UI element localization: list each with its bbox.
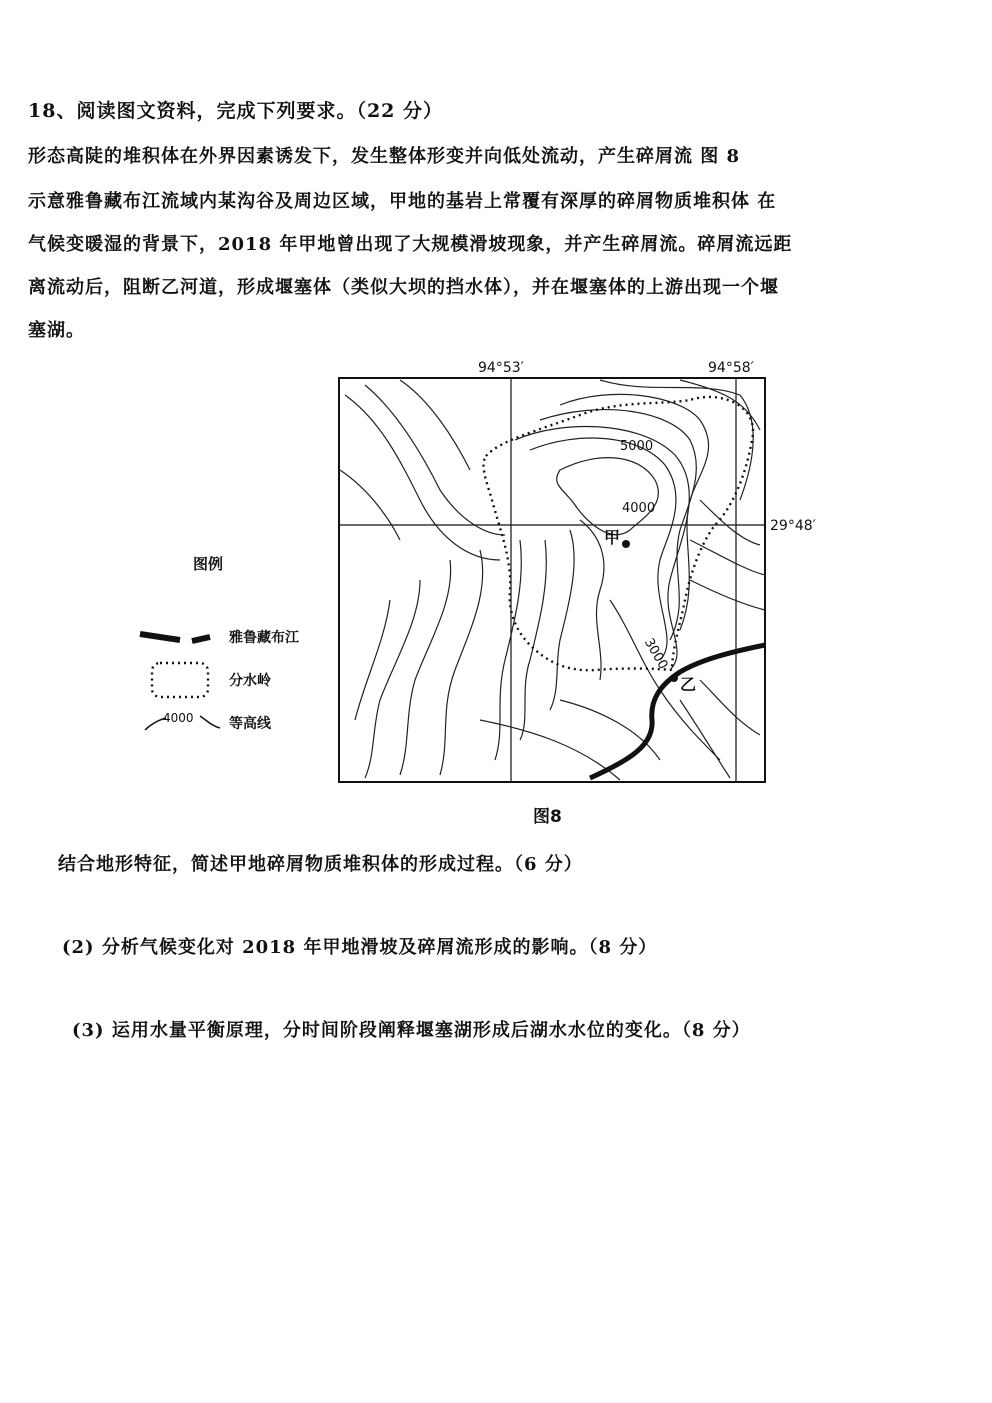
question-title: 18、阅读图文资料，完成下列要求。（22 分） xyxy=(28,100,443,122)
legend-label-watershed: 分水岭 xyxy=(229,673,271,689)
legend-label-river: 雅鲁藏布江 xyxy=(229,630,299,646)
yarlung-tsangpo-river xyxy=(590,645,765,778)
longitude-label: 94°53′ xyxy=(478,360,524,376)
dotted-divide-icon xyxy=(152,663,208,697)
point-jia-label: 甲 xyxy=(604,528,621,547)
sub-question-3: (3) 运用水量平衡原理，分时间阶段阐释堰塞湖形成后湖水水位的变化。（8 分） xyxy=(72,1020,751,1041)
contour-label: 4000 xyxy=(622,501,656,516)
paragraph-line: 气候变暖湿的背景下，2018 年甲地曾出现了大规模滑坡现象，并产生碎屑流。碎屑流远距 xyxy=(28,234,793,255)
map-frame xyxy=(339,378,765,782)
legend-title: 图例 xyxy=(193,555,224,573)
svg-text:4000: 4000 xyxy=(163,711,194,725)
sub-question-1: 结合地形特征，简述甲地碎屑物质堆积体的形成过程。（6 分） xyxy=(58,854,583,875)
contour-line-icon xyxy=(145,711,220,730)
contour-label: 3000 xyxy=(640,635,671,672)
paragraph-line: 离流动后，阻断乙河道，形成堰塞体（类似大坝的挡水体），并在堰塞体的上游出现一个堰 xyxy=(28,277,779,298)
longitude-label: 94°58′ xyxy=(708,360,754,376)
contour-lines xyxy=(340,380,765,780)
paragraph-line: 形态高陡的堆积体在外界因素诱发下，发生整体形变并向低处流动，产生碎屑流 图 8 xyxy=(28,146,741,167)
watershed-line xyxy=(484,397,754,670)
figure-caption: 图8 xyxy=(533,807,562,827)
paragraph-line: 塞湖。 xyxy=(28,320,85,341)
latitude-label: 29°48′ xyxy=(770,518,816,534)
sub-question-2: (2) 分析气候变化对 2018 年甲地滑坡及碎屑流形成的影响。（8 分） xyxy=(62,937,658,958)
paragraph-line: 示意雅鲁藏布江流域内某沟谷及周边区域，甲地的基岩上常覆有深厚的碎屑物质堆积体 在 xyxy=(28,191,777,212)
point-yi-label: 乙 xyxy=(680,675,697,694)
legend-label-contour: 等高线 xyxy=(229,716,271,732)
river-line-icon xyxy=(140,634,210,641)
point-jia-marker xyxy=(622,540,630,548)
contour-label: 5000 xyxy=(620,439,654,454)
point-yi-marker xyxy=(670,674,678,682)
